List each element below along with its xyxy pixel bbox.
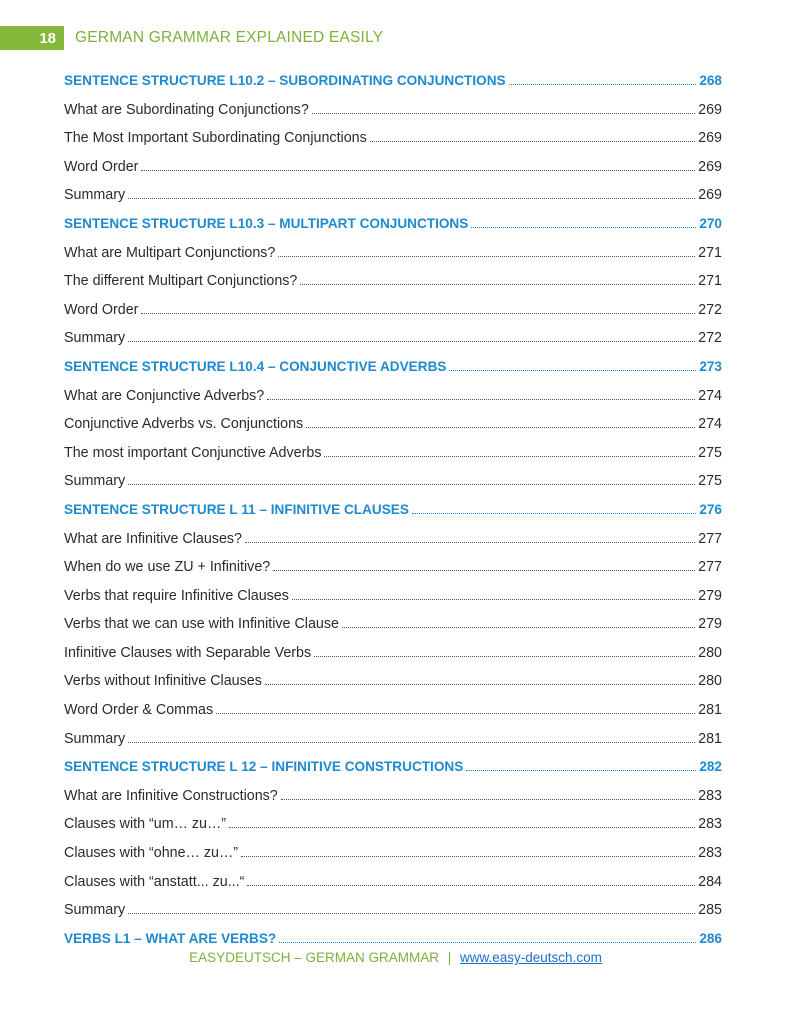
- toc-section-entry[interactable]: [64, 216, 722, 245]
- toc-page-number: 283: [698, 845, 722, 862]
- toc-entry-label: When do we use ZU + Infinitive?: [64, 559, 271, 576]
- dot-leader: [466, 770, 696, 771]
- toc-entry[interactable]: [64, 330, 722, 359]
- footer-separator: |: [447, 950, 452, 965]
- toc-entry[interactable]: [64, 673, 722, 702]
- toc-page-number: 277: [698, 530, 722, 547]
- toc-page-number: 281: [698, 730, 722, 747]
- toc-page-number: 269: [698, 101, 722, 118]
- toc-entry-label: Summary: [64, 187, 126, 204]
- toc-entry-label: The Most Important Subordinating Conjunctions: [64, 130, 367, 147]
- toc-entry[interactable]: [64, 902, 722, 931]
- toc-page-number: 277: [698, 559, 722, 576]
- dot-leader: [141, 170, 695, 171]
- dot-leader: [306, 427, 695, 428]
- table-of-contents: [64, 73, 722, 959]
- page-footer: [0, 950, 791, 965]
- toc-page-number: 285: [698, 902, 722, 919]
- toc-entry-label: Summary: [64, 473, 126, 490]
- toc-page-number: 269: [698, 187, 722, 204]
- toc-page-number: 271: [698, 244, 722, 261]
- toc-page-number: 271: [698, 273, 722, 290]
- toc-entry-label: Word Order: [64, 158, 139, 175]
- toc-page-number: 283: [698, 787, 722, 804]
- toc-entry[interactable]: [64, 273, 722, 302]
- book-title: GERMAN GRAMMAR EXPLAINED EASILY: [75, 29, 384, 46]
- dot-leader: [247, 885, 695, 886]
- dot-leader: [128, 198, 695, 199]
- toc-page-number: 280: [698, 644, 722, 661]
- dot-leader: [370, 141, 695, 142]
- toc-section-entry[interactable]: [64, 359, 722, 388]
- toc-entry[interactable]: [64, 388, 722, 417]
- toc-page-number: 282: [699, 759, 722, 775]
- toc-page-number: 274: [698, 387, 722, 404]
- toc-page-number: 269: [698, 158, 722, 175]
- toc-page-number: 272: [698, 301, 722, 318]
- dot-leader: [241, 856, 695, 857]
- toc-entry-label: Clauses with “anstatt... zu...“: [64, 873, 245, 890]
- toc-entry-label: Clauses with “um… zu…”: [64, 816, 227, 833]
- dot-leader: [509, 84, 697, 85]
- toc-entry-label: Word Order: [64, 301, 139, 318]
- toc-section-entry[interactable]: [64, 73, 722, 102]
- toc-entry[interactable]: [64, 874, 722, 903]
- footer-text: EASYDEUTSCH – GERMAN GRAMMAR: [189, 950, 439, 965]
- toc-section-entry[interactable]: [64, 502, 722, 531]
- dot-leader: [279, 942, 696, 943]
- toc-page-number: 274: [698, 416, 722, 433]
- toc-entry-label: Summary: [64, 730, 126, 747]
- toc-entry-label: SENTENCE STRUCTURE L10.3 – MULTIPART CONJUNCTIONS: [64, 215, 469, 231]
- toc-section-entry[interactable]: [64, 759, 722, 788]
- toc-page-number: 284: [698, 873, 722, 890]
- dot-leader: [324, 456, 695, 457]
- toc-entry-label: Summary: [64, 330, 126, 347]
- toc-entry-label: The different Multipart Conjunctions?: [64, 273, 298, 290]
- toc-page-number: 275: [698, 473, 722, 490]
- toc-entry-label: What are Multipart Conjunctions?: [64, 244, 276, 261]
- toc-entry[interactable]: [64, 102, 722, 131]
- dot-leader: [273, 570, 695, 571]
- toc-page-number: 279: [698, 616, 722, 633]
- toc-page-number: 273: [699, 358, 722, 374]
- dot-leader: [229, 827, 695, 828]
- dot-leader: [265, 684, 695, 685]
- dot-leader: [128, 742, 695, 743]
- toc-entry[interactable]: [64, 731, 722, 760]
- dot-leader: [245, 542, 695, 543]
- toc-entry-label: What are Infinitive Constructions?: [64, 787, 278, 804]
- toc-entry[interactable]: [64, 159, 722, 188]
- toc-entry-label: VERBS L1 – WHAT ARE VERBS?: [64, 930, 277, 946]
- toc-entry-label: What are Conjunctive Adverbs?: [64, 387, 265, 404]
- toc-page-number: 281: [698, 702, 722, 719]
- toc-entry[interactable]: [64, 416, 722, 445]
- page-number: 18: [0, 26, 64, 50]
- toc-entry-label: SENTENCE STRUCTURE L 12 – INFINITIVE CONSTRUCTIONS: [64, 759, 464, 775]
- dot-leader: [449, 370, 696, 371]
- toc-entry-label: Verbs that we can use with Infinitive Clause: [64, 616, 339, 633]
- toc-entry[interactable]: [64, 473, 722, 502]
- dot-leader: [281, 799, 695, 800]
- website-link[interactable]: www.easy-deutsch.com: [460, 950, 602, 965]
- dot-leader: [412, 513, 696, 514]
- toc-entry-label: Word Order & Commas: [64, 702, 214, 719]
- toc-page-number: 276: [699, 501, 722, 517]
- toc-entry[interactable]: [64, 616, 722, 645]
- dot-leader: [312, 113, 695, 114]
- toc-entry[interactable]: [64, 816, 722, 845]
- toc-entry-label: Verbs without Infinitive Clauses: [64, 673, 262, 690]
- toc-entry[interactable]: [64, 187, 722, 216]
- toc-entry[interactable]: [64, 645, 722, 674]
- toc-entry[interactable]: [64, 788, 722, 817]
- toc-page-number: 286: [699, 930, 722, 946]
- toc-entry[interactable]: [64, 302, 722, 331]
- dot-leader: [216, 713, 695, 714]
- toc-entry-label: The most important Conjunctive Adverbs: [64, 444, 322, 461]
- toc-entry-label: Clauses with “ohne… zu…”: [64, 845, 239, 862]
- toc-page-number: 270: [699, 215, 722, 231]
- toc-entry[interactable]: [64, 245, 722, 274]
- toc-entry-label: Conjunctive Adverbs vs. Conjunctions: [64, 416, 304, 433]
- dot-leader: [300, 284, 695, 285]
- toc-entry[interactable]: [64, 445, 722, 474]
- toc-entry-label: SENTENCE STRUCTURE L10.4 – CONJUNCTIVE ADVERBS: [64, 358, 447, 374]
- dot-leader: [314, 656, 695, 657]
- toc-page-number: 269: [698, 130, 722, 147]
- dot-leader: [292, 599, 695, 600]
- toc-entry[interactable]: [64, 531, 722, 560]
- dot-leader: [471, 227, 696, 228]
- page-header: [0, 26, 383, 50]
- dot-leader: [278, 256, 695, 257]
- toc-entry[interactable]: [64, 845, 722, 874]
- toc-entry[interactable]: [64, 559, 722, 588]
- toc-entry-label: What are Infinitive Clauses?: [64, 530, 242, 547]
- toc-entry[interactable]: [64, 702, 722, 731]
- toc-entry-label: Verbs that require Infinitive Clauses: [64, 587, 289, 604]
- dot-leader: [267, 399, 695, 400]
- toc-entry-label: SENTENCE STRUCTURE L 11 – INFINITIVE CLAUSES: [64, 501, 409, 517]
- toc-entry[interactable]: [64, 588, 722, 617]
- toc-entry-label: Summary: [64, 902, 126, 919]
- dot-leader: [141, 313, 695, 314]
- toc-page-number: 272: [698, 330, 722, 347]
- toc-page-number: 268: [699, 73, 722, 88]
- toc-page-number: 275: [698, 444, 722, 461]
- toc-page-number: 279: [698, 587, 722, 604]
- dot-leader: [128, 484, 695, 485]
- toc-entry-label: SENTENCE STRUCTURE L10.2 – SUBORDINATING CONJUNCTIONS: [64, 73, 506, 88]
- toc-entry-label: What are Subordinating Conjunctions?: [64, 101, 309, 118]
- toc-page-number: 280: [698, 673, 722, 690]
- toc-entry[interactable]: [64, 130, 722, 159]
- dot-leader: [128, 341, 695, 342]
- dot-leader: [128, 913, 695, 914]
- dot-leader: [342, 627, 695, 628]
- toc-page-number: 283: [698, 816, 722, 833]
- toc-entry-label: Infinitive Clauses with Separable Verbs: [64, 644, 312, 661]
